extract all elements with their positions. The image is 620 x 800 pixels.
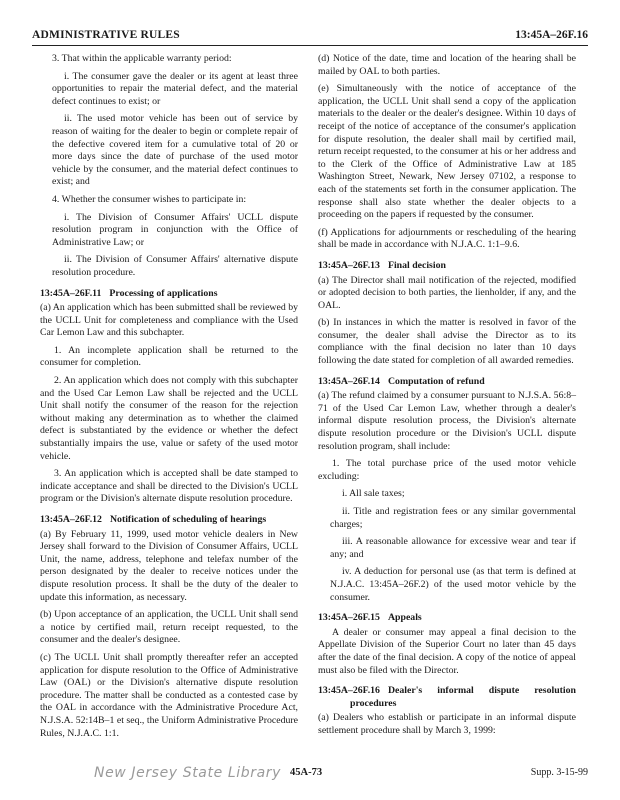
paragraph: (a) By February 11, 1999, used motor vehicle dealers in New Jersey shall forward to the Division of Consumer Affairs, UCLL Unit, the name, address, telephone and telefax number of the person designated by the dealer to receive notices under the dispute resolution process. It shall be the duty of the dealer to update this information, as necessary. bbox=[40, 528, 298, 603]
left-column bbox=[40, 53, 298, 745]
section-title: Appeals bbox=[387, 612, 422, 624]
running-header bbox=[32, 27, 588, 46]
paragraph: ii. The used motor vehicle has been out of service by reason of waiting for the dealer to begin or complete repair of the defective covered item for a cumulative total of 20 or more days since the date of purchase of the used motor vehicle by the consumer, and the material defect continues to exist; and bbox=[52, 113, 298, 188]
section-title: Final decision bbox=[387, 259, 446, 271]
right-column bbox=[318, 53, 576, 743]
paragraph: 1. An incomplete application shall be returned to the consumer for completion. bbox=[40, 344, 298, 369]
paragraph: (a) The refund claimed by a consumer pursuant to N.J.S.A. 56:8–71 of the Used Car Lemon Law, whether through a dealer's informal dispute resolution process, the Division's alternate dispute resolution procedure or the Division's UCLL dispute resolution program, shall include: bbox=[318, 390, 576, 452]
paragraph: (f) Applications for adjournments or rescheduling of the hearing shall be made in accordance with N.J.A.C. 1:1–9.6. bbox=[318, 226, 576, 251]
paragraph: (d) Notice of the date, time and location of the hearing shall be mailed by OAL to both parties. bbox=[318, 53, 576, 77]
paragraph: iii. A reasonable allowance for excessive wear and tear if any; and bbox=[330, 536, 576, 560]
paragraph: 1. The total purchase price of the used motor vehicle excluding: bbox=[318, 458, 576, 482]
paragraph: (b) In instances in which the matter is resolved in favor of the consumer, the dealer shall advise the Director as to its compliance with the final decision no later than 10 days following the date stated for completion of all awarded remedies. bbox=[318, 317, 576, 367]
library-watermark: New Jersey State Library bbox=[94, 765, 281, 781]
page-number: 45A-73 bbox=[290, 767, 323, 778]
section-number: 13:45A–26F.14 bbox=[318, 375, 380, 387]
paragraph: (c) The UCLL Unit shall promptly thereafter refer an accepted application for dispute resolution to the Office of Administrative Law (OAL) or the Division's alternative dispute resolution procedure. The matter shall be conducted as a contested case by the OAL in accordance with the Administrative Procedure Act, N.J.S.A. 52:14B–1 et seq., the Uniform Administrative Procedure Rules, N.J.A.C. 1:1. bbox=[40, 651, 298, 739]
section-title: Dealer's informal dispute resolution procedures bbox=[350, 685, 576, 709]
section-heading bbox=[40, 288, 298, 301]
paragraph: (a) An application which has been submitted shall be reviewed by the UCLL Unit for completeness and compliance with the Used Car Lemon Law and this subchapter. bbox=[40, 302, 298, 339]
paragraph: 3. That within the applicable warranty period: bbox=[52, 53, 232, 64]
paragraph: (a) Dealers who establish or participate in an informal dispute settlement procedure shall by March 3, 1999: bbox=[318, 712, 576, 736]
section-title: Computation of refund bbox=[387, 375, 485, 387]
section-title: Processing of applications bbox=[109, 287, 218, 299]
section-heading bbox=[318, 376, 576, 389]
paragraph: i. The consumer gave the dealer or its agent at least three opportunities to repair the material defect, and the material defect continues to exist; or bbox=[52, 70, 298, 107]
section-heading bbox=[318, 612, 576, 625]
section-number: 13:45A–26F.12 bbox=[40, 514, 102, 525]
paragraph: i. The Division of Consumer Affairs' UCLL dispute resolution program in conjunction with the Office of Administrative Law; or bbox=[52, 211, 298, 248]
paragraph: ii. The Division of Consumer Affairs' alternative dispute resolution procedure. bbox=[52, 254, 298, 278]
paragraph: (e) Simultaneously with the notice of acceptance of the application, the UCLL Unit shall send a copy of the application materials to the dealer or the dealer's designee. Within 10 days of receipt of the notice of acceptance of the consumer's application for dispute resolution, the dealer shall mail by certified mail, return receipt requested, to the consumer at his or her address and to the Clerk of the Office of Administrative Law at 185 Washington Street, Newark, New Jersey 07102, a response to each of the statements set forth in the consumer application. The response shall also state whether the dealer objects to a proceeding on the papers if requested by the consumer. bbox=[318, 83, 576, 221]
paragraph: (a) The Director shall mail notification of the rejected, modified or adopted decision to both parties, the lienholder, if any, and the OAL. bbox=[318, 274, 576, 311]
supplement-date: Supp. 3-15-99 bbox=[530, 767, 588, 778]
section-number: 13:45A–26F.11 bbox=[40, 287, 102, 299]
section-heading bbox=[318, 260, 576, 273]
section-number: 13:45A–26F.13 bbox=[318, 259, 380, 271]
paragraph: 4. Whether the consumer wishes to participate in: bbox=[52, 193, 247, 205]
paragraph: 2. An application which does not comply with this subchapter and the Used Car Lemon Law shall be rejected and the UCLL Unit shall notify the consumer of the reason for the rejection without making any determination as to whether the claimed defect is substantiated by the evidence or whether the defect substantially impairs the use, value or safety of the used motor vehicle. bbox=[40, 375, 298, 462]
paragraph: iv. A deduction for personal use (as that term is defined at N.J.A.C. 13:45A–26F.2) of the used motor vehicle by the consumer. bbox=[330, 566, 576, 603]
section-number: 13:45A–26F.16 bbox=[318, 685, 380, 697]
header-section-number: 13:45A–26F.16 bbox=[515, 29, 588, 41]
header-title: ADMINISTRATIVE RULES bbox=[32, 29, 180, 41]
paragraph: i. All sale taxes; bbox=[342, 488, 405, 500]
paragraph: (b) Upon acceptance of an application, the UCLL Unit shall send a notice by certified mail, return receipt requested, to the consumer and the dealer's designee. bbox=[40, 609, 298, 646]
section-number: 13:45A–26F.15 bbox=[318, 612, 380, 624]
paragraph: ii. Title and registration fees or any similar governmental charges; bbox=[330, 506, 576, 530]
section-heading bbox=[318, 685, 576, 710]
paragraph: A dealer or consumer may appeal a final decision to the Appellate Division of the Superior Court no later than 45 days after the date of the final decision. A copy of the notice of appeal must also be filed with the Director. bbox=[318, 626, 576, 676]
paragraph: 3. An application which is accepted shall be date stamped to indicate acceptance and shall be directed to the Division's UCLL program or the Division's alternate dispute resolution procedure. bbox=[40, 468, 298, 505]
section-title: Notification of scheduling of hearings bbox=[109, 514, 267, 525]
page-footer bbox=[32, 765, 588, 785]
section-heading bbox=[40, 514, 298, 527]
